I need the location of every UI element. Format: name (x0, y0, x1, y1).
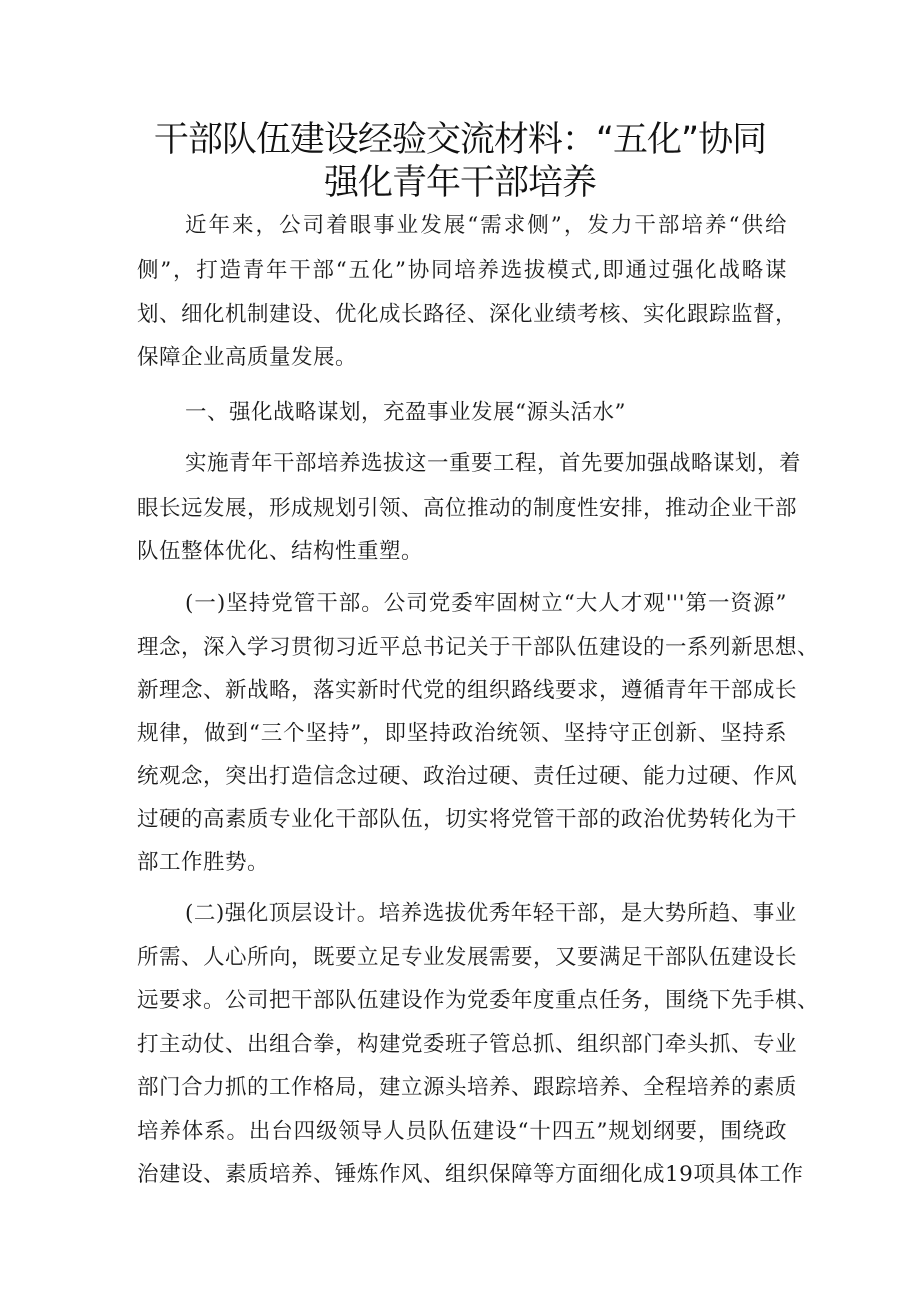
document-title-line-1: 干部队伍建设经验交流材料：“五化”协同 (153, 120, 767, 160)
document-title-line-2: 强化青年干部培养 (323, 163, 596, 203)
subsection-2-line-2: 所需、人心所向，既要立足专业发展需要，又要满足干部队伍建设长 (137, 945, 798, 970)
subsection-1-line-4: 规律，做到“三个坚持”，即坚持政治统领、坚持守正创新、坚持系 (137, 721, 787, 746)
subsection-2-line-6: 培养体系。出台四级领导人员队伍建设“十四五”规划纲要，围绕政 (137, 1119, 787, 1144)
intro-line-1: 近年来，公司着眼事业发展“需求侧”，发力干部培养“供给 (185, 213, 787, 238)
intro-line-3: 划、细化机制建设、优化成长路径、深化业绩考核、实化跟踪监督， (137, 302, 798, 327)
subsection-1-line-2: 理念，深入学习贯彻习近平总书记关于干部队伍建设的一系列新思想、 (137, 635, 820, 660)
subsection-2-line-1: (二)强化顶层设计。培养选拔优秀年轻干部，是大势所趋、事业 (185, 901, 797, 926)
intro-line-4: 保障企业高质量发展。 (137, 345, 358, 370)
section-1-body-line-2: 眼长远发展，形成规划引领、高位推动的制度性安排，推动企业干部 (137, 496, 798, 521)
subsection-1-line-6: 过硬的高素质专业化干部队伍，切实将党管干部的政治优势转化为干 (137, 807, 798, 832)
subsection-1-line-7: 部工作胜势。 (137, 850, 270, 875)
subsection-1-line-5: 统观念，突出打造信念过硬、政治过硬、责任过硬、能力过硬、作风 (137, 764, 798, 789)
subsection-1-line-1: (一)坚持党管干部。公司党委牢固树立“大人才观'''第一资源” (185, 591, 787, 616)
section-1-body-line-1: 实施青年干部培养选拔这一重要工程，首先要加强战略谋划，着 (185, 451, 802, 476)
subsection-2-line-4: 打主动仗、出组合拳，构建党委班子管总抓、组织部门牵头抓、专业 (137, 1032, 798, 1057)
intro-line-2: 侧”，打造青年干部“五化”协同培养选拔模式,即通过强化战略谋 (137, 258, 787, 283)
subsection-1-line-3: 新理念、新战略，落实新时代党的组织路线要求，遵循青年干部成长 (137, 678, 798, 703)
section-1-body-line-3: 队伍整体优化、结构性重塑。 (137, 539, 424, 564)
subsection-2-line-5: 部门合力抓的工作格局，建立源头培养、跟踪培养、全程培养的素质 (137, 1075, 798, 1100)
subsection-2-line-3: 远要求。公司把干部队伍建设作为党委年度重点任务，围绕下先手棋、 (137, 988, 820, 1013)
section-1-heading: 一、强化战略谋划，充盈事业发展“源头活水” (185, 400, 626, 425)
subsection-2-line-7: 治建设、素质培养、锤炼作风、组织保障等方面细化成19项具体工作 (137, 1162, 804, 1187)
